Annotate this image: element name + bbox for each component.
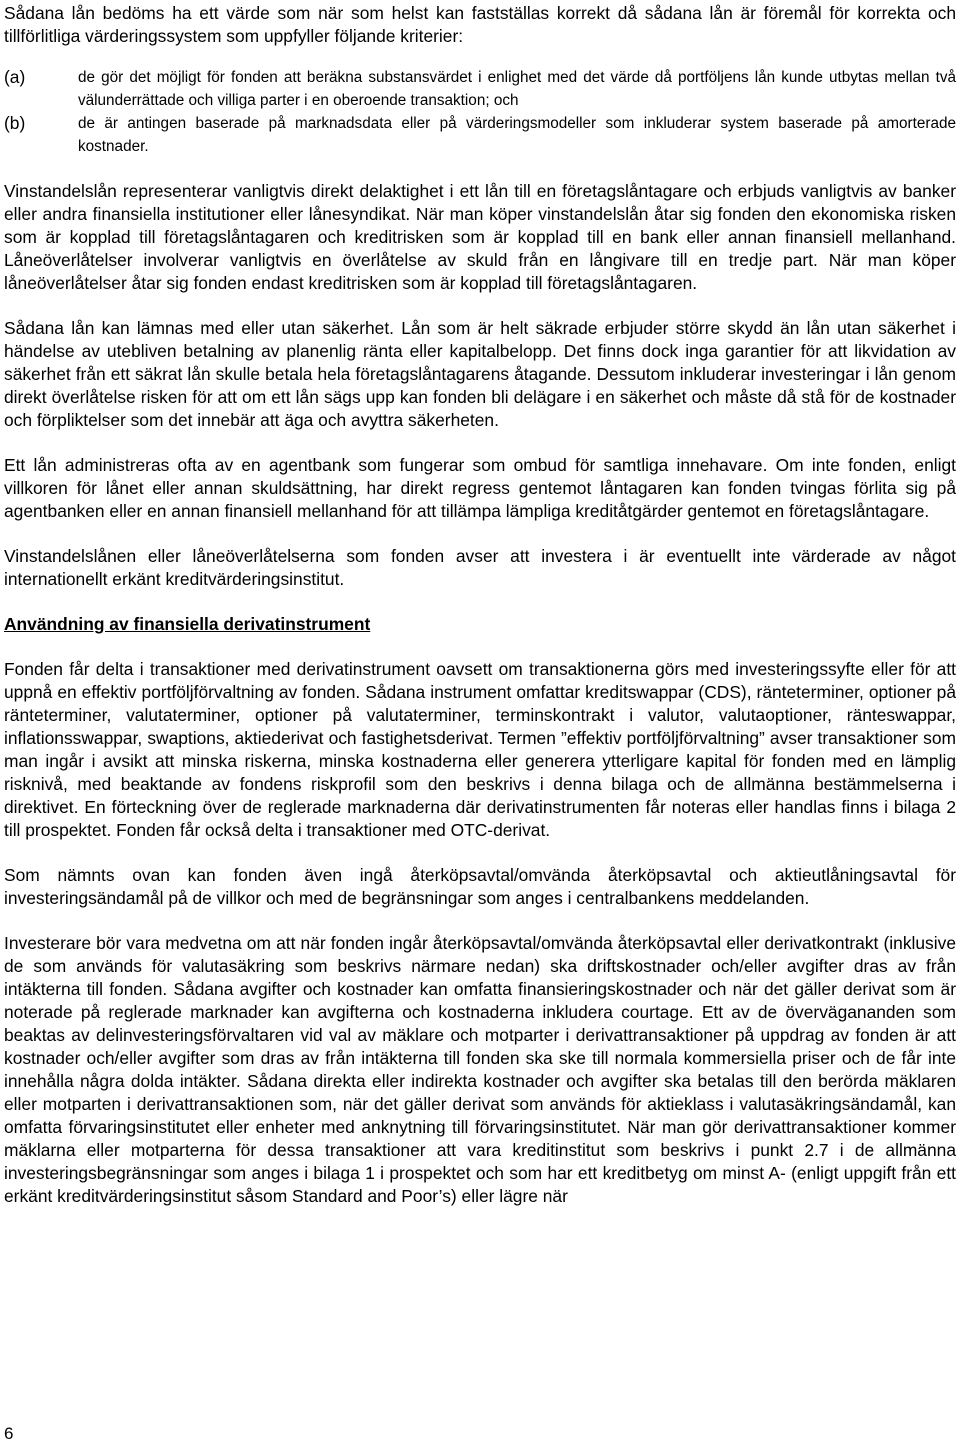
criteria-list (4, 66, 956, 158)
intro-paragraph: Sådana lån bedöms ha ett värde som när som helst kan fastställas korrekt då sådana lån är föremål för korrekta och tillförlitliga värderingssystem som uppfyller följande kriterier: (4, 3, 956, 46)
paragraph-vinstandelslan: Vinstandelslån representerar vanligtvis direkt delaktighet i ett lån till en företagslåntagare och erbjuds vanligtvis av banker eller andra finansiella institutioner eller lånesyndikat. När man köper vinstandelslån åtar sig fonden den ekonomiska risken som är kopplad till företagslåntagaren och kreditrisken som är kopplad till en bank eller annan finansiell mellanhand. Låneöverlåtelser involverar vanligtvis en överlåtelse av skuld från en långivare till en tredje part. När man köper låneöverlåtelser åtar sig fonden endast kreditrisken som är kopplad till företagslåntagaren. (4, 181, 956, 293)
paragraph-aterkopsavtal: Som nämnts ovan kan fonden även ingå återköpsavtal/omvända återköpsavtal och aktieutlåningsavtal för investeringsändamål på de villkor och med de begränsningar som anges i centralbankens meddelanden. (4, 865, 956, 908)
paragraph-agentbank: Ett lån administreras ofta av en agentbank som fungerar som ombud för samtliga innehavare. Om inte fonden, enligt villkoren för lånet eller annan skuldsättning, har direkt regress gentemot låntagaren kan fonden tvingas förlita sig på agentbanken eller en annan finansiell mellanhand för att tillämpa lämpliga kreditåtgärder gentemot en företagslåntagare. (4, 455, 956, 521)
page-number: 6 (4, 1424, 14, 1443)
criteria-item-a (4, 66, 956, 112)
criteria-item-b (4, 112, 956, 158)
section-heading: Användning av finansiella derivatinstrument (4, 614, 371, 634)
paragraph-sakerhet: Sådana lån kan lämnas med eller utan säkerhet. Lån som är helt säkrade erbjuder större skydd än lån utan säkerhet i händelse av utebliven betalning av planenlig ränta eller kapitalbelopp. Det finns dock inga garantier för att likvidation av säkerhet från ett säkrat lån skulle betala hela företagslåntagarens åtagande. Dessutom inkluderar investeringar i lån genom direkt överlåtelse risken för att om ett lån sägs upp kan fonden bli delägare i en säkerhet och måste då stå för de kostnader och förpliktelser som det innebär att äga och avyttra säkerheten. (4, 318, 956, 430)
criteria-text: de är antingen baserade på marknadsdata eller på värderingsmodeller som inkluderar system baserade på amorterade kostnader. (78, 115, 956, 155)
paragraph-kreditvardering: Vinstandelslånen eller låneöverlåtelserna som fonden avser att investera i är eventuellt inte värderade av något internationellt erkänt kreditvärderingsinstitut. (4, 546, 956, 589)
criteria-label: (a) (4, 67, 26, 87)
criteria-label: (b) (4, 113, 26, 133)
paragraph-derivat: Fonden får delta i transaktioner med derivatinstrument oavsett om transaktionerna görs med investeringssyfte eller för att uppnå en effektiv portföljförvaltning av fonden. Sådana instrument omfattar kreditswappar (CDS), ränteterminer, optioner på ränteterminer, valutaterminer, optioner på valutaterminer, terminskontrakt i valutor, valutaoptioner, ränteswappar, inflationsswappar, swaptions, aktiederivat och fastighetsderivat. Termen ”effektiv portföljförvaltning” avser transaktioner som man ingår i avsikt att minska riskerna, minska kostnaderna eller generera ytterligare kapital för fonden med en lämplig risknivå, med beaktande av fondens riskprofil som den beskrivs i denna bilaga och de allmänna bestämmelserna i direktivet. En förteckning över de reglerade marknaderna där derivatinstrumenten får noteras eller handlas finns i bilaga 2 till prospektet. Fonden får också delta i transaktioner med OTC-derivat. (4, 659, 956, 840)
criteria-text: de gör det möjligt för fonden att beräkna substansvärdet i enlighet med det värde då portföljens lån kunde utbytas mellan två välunderrättade och villiga parter i en oberoende transaktion; och (78, 69, 956, 109)
document-page (4, 0, 956, 1208)
paragraph-investerare: Investerare bör vara medvetna om att när fonden ingår återköpsavtal/omvända återköpsavtal eller derivatkontrakt (inklusive de som används för valutasäkring som beskrivs närmare nedan) ska driftskostnader och/eller avgifter dras av från intäkterna till fonden. Sådana avgifter och kostnader kan omfatta finansieringskostnader och när det gäller derivat som är noterade på reglerade marknader kan avgifterna och kostnaderna inkludera courtage. Ett av de övervägananden som beaktas av delinvesteringsförvaltaren vid val av mäklare och motparter i derivattransaktioner på uppdrag av fonden är att kostnader och/eller avgifter som dras av från intäkterna till fonden ska ske till normala kommersiella priser och de får inte innehålla några dolda intäkter. Sådana direkta eller indirekta kostnader och avgifter ska betalas till den berörda mäklaren eller motparten i derivattransaktionen som, när det gäller derivat som används för aktieklass i valutasäkringsändamål, kan omfatta förvaringsinstitutet eller enheter med anknytning till förvaringsinstitutet. När man gör derivattransaktioner kommer mäklarna eller motparterna för dessa transaktioner att vara kreditinstitut som beskrivs i punkt 2.7 i de allmänna investeringsbegränsningar som anges i bilaga 1 i prospektet och som har ett kreditbetyg om minst A- (enligt uppgift från ett erkänt kreditvärderingsinstitut såsom Standard and Poor’s) eller lägre när (4, 933, 956, 1206)
